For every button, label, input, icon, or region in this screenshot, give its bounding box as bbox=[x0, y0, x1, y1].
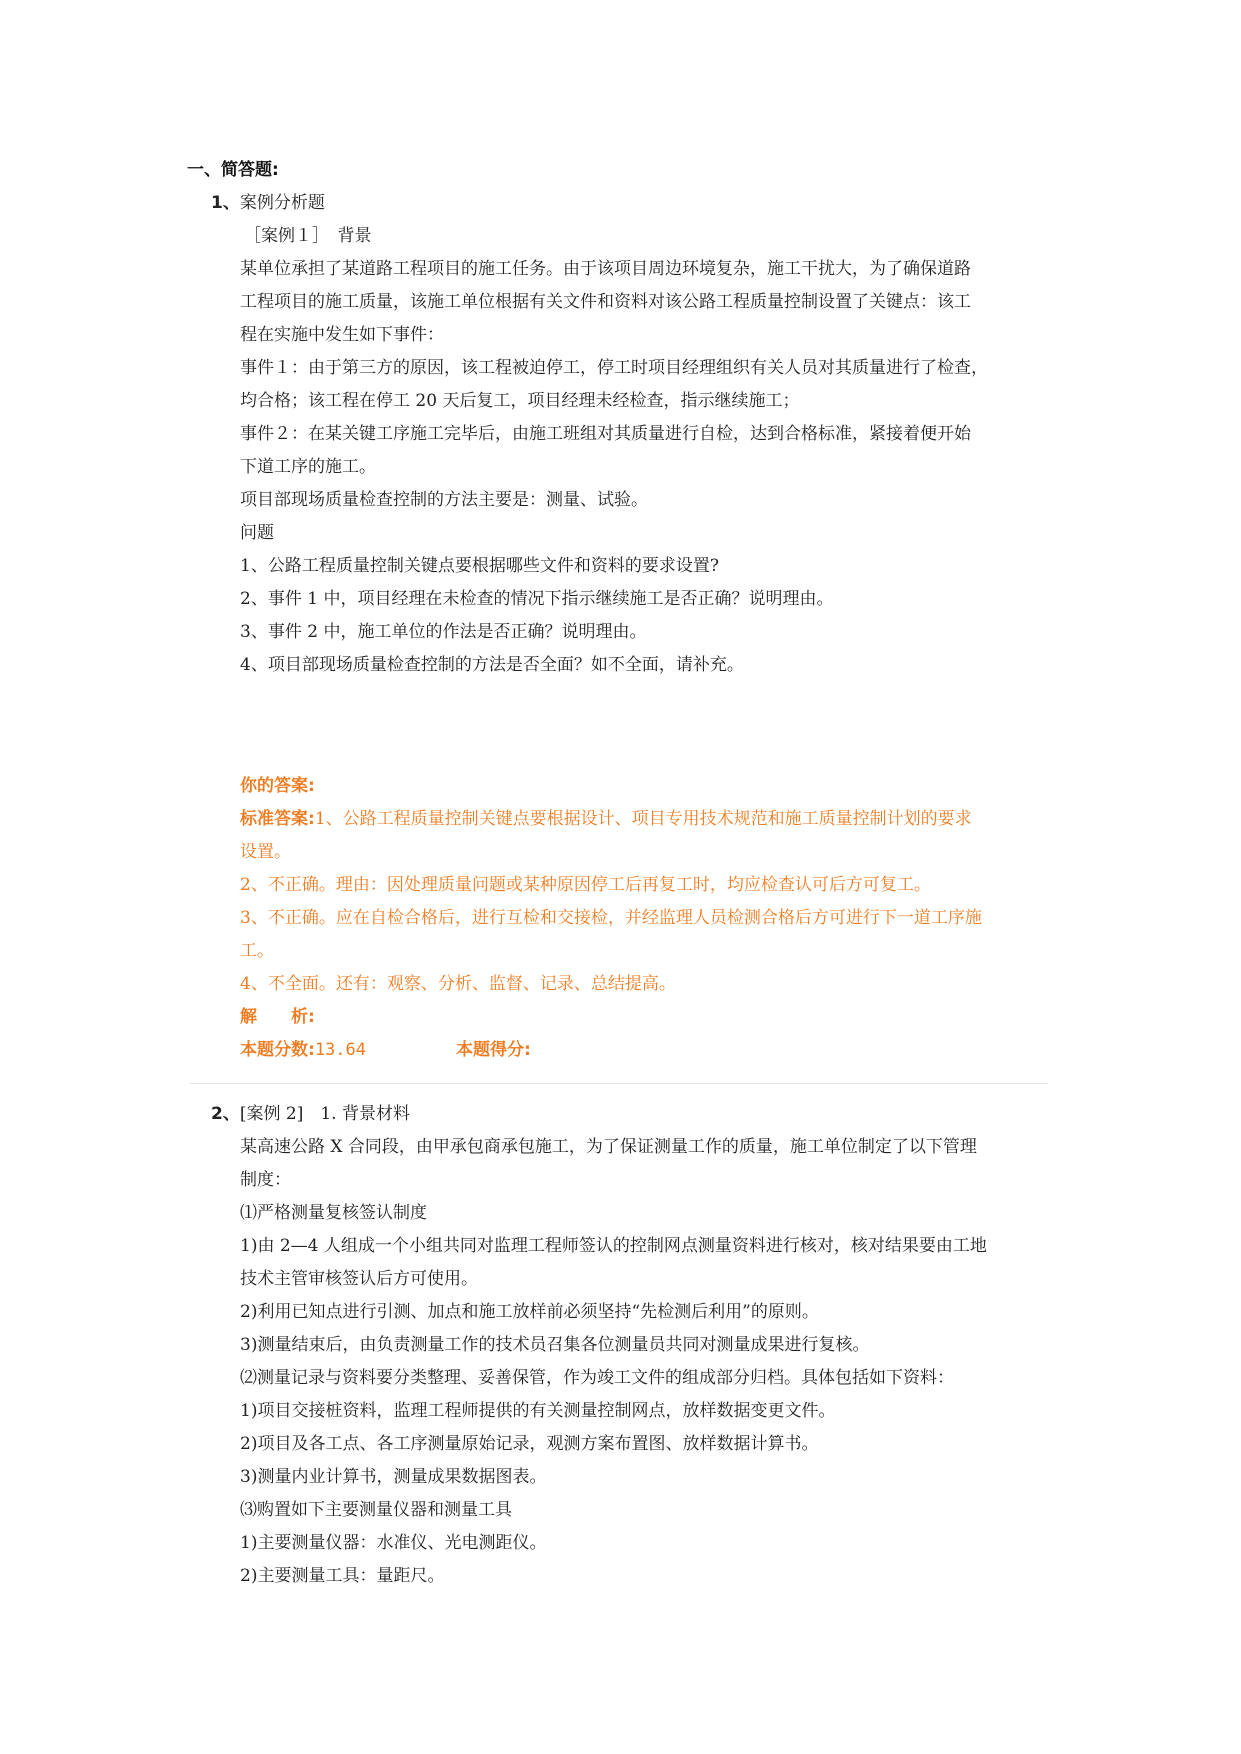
standard-answer-line: 2、不正确。理由：因处理质量问题或某种原因停工后再复工时，均应检查认可后方可复工。 bbox=[240, 875, 931, 895]
question-item: 2、事件 1 中，项目经理在未检查的情况下指示继续施工是否正确？说明理由。 bbox=[240, 589, 834, 609]
paragraph-line: 某单位承担了某道路工程项目的施工任务。由于该项目周边环境复杂，施工干扰大，为了确保道路 bbox=[240, 259, 971, 279]
section-title: 一、简答题: bbox=[187, 160, 279, 180]
question-1-heading bbox=[211, 187, 325, 220]
question-item: 4、项目部现场质量检查控制的方法是否全面？如不全面，请补充。 bbox=[240, 655, 744, 675]
paragraph-line: 项目部现场质量检查控制的方法主要是：测量、试验。 bbox=[240, 490, 648, 510]
paragraph-line: 2)项目及各工点、各工序测量原始记录，观测方案布置图、放样数据计算书。 bbox=[240, 1434, 819, 1454]
questions-heading: 问题 bbox=[240, 523, 274, 543]
paragraph-line: 技术主管审核签认后方可使用。 bbox=[240, 1269, 478, 1289]
paragraph-line: ⑴严格测量复核签认制度 bbox=[240, 1203, 427, 1223]
question-divider bbox=[190, 1083, 1048, 1084]
paragraph-line: 3)测量内业计算书，测量成果数据图表。 bbox=[240, 1467, 547, 1487]
question-2-number: 2、 bbox=[211, 1104, 240, 1124]
paragraph-line: ⑶购置如下主要测量仪器和测量工具 bbox=[240, 1500, 512, 1520]
paragraph-line: 事件１：由于第三方的原因，该工程被迫停工，停工时项目经理组织有关人员对其质量进行了检查， bbox=[240, 358, 988, 378]
paragraph-line: 下道工序的施工。 bbox=[240, 457, 376, 477]
paragraph-line: 1)项目交接桩资料，监理工程师提供的有关测量控制网点，放样数据变更文件。 bbox=[240, 1401, 836, 1421]
analysis-label: 解 析: bbox=[240, 1007, 315, 1027]
question-1-title: 案例分析题 bbox=[239, 193, 325, 213]
score-label: 本题分数: bbox=[240, 1040, 315, 1060]
question-2-title: [案例 2] 1. 背景材料 bbox=[239, 1104, 410, 1124]
question-2-body bbox=[240, 1131, 1060, 1593]
standard-answer-line: 设置。 bbox=[240, 842, 291, 862]
standard-answer-label: 标准答案: bbox=[240, 809, 315, 829]
paragraph-line: 均合格；该工程在停工 20 天后复工，项目经理未经检查，指示继续施工； bbox=[240, 391, 800, 411]
question-item: 3、事件 2 中，施工单位的作法是否正确？说明理由。 bbox=[240, 622, 647, 642]
paragraph-line: 2)利用已知点进行引测、加点和施工放样前必须坚持“先检测后利用”的原则。 bbox=[240, 1302, 819, 1322]
paragraph-line: ⑵测量记录与资料要分类整理、妥善保管，作为竣工文件的组成部分归档。具体包括如下资料： bbox=[240, 1368, 954, 1388]
score-row bbox=[240, 1034, 1060, 1067]
paragraph-line: 2)主要测量工具：量距尺。 bbox=[240, 1566, 445, 1586]
paragraph-line: 3)测量结束后，由负责测量工作的技术员召集各位测量员共同对测量成果进行复核。 bbox=[240, 1335, 870, 1355]
got-score-label: 本题得分: bbox=[456, 1040, 531, 1060]
paragraph-line: 1)主要测量仪器：水准仪、光电测距仪。 bbox=[240, 1533, 547, 1553]
paragraph-line: 事件２：在某关键工序施工完毕后，由施工班组对其质量进行自检，达到合格标准，紧接着便开始 bbox=[240, 424, 971, 444]
case-1-heading: ［案例１］ 背景 bbox=[244, 226, 372, 246]
paragraph-line: 1)由 2—4 人组成一个小组共同对监理工程师签认的控制网点测量资料进行核对，核对结果要由工地 bbox=[240, 1236, 987, 1256]
paragraph-line: 制度： bbox=[240, 1170, 291, 1190]
standard-answer-line-1 bbox=[240, 803, 1060, 836]
score-value: 13.64 bbox=[314, 1040, 366, 1060]
paragraph-line: 工程项目的施工质量，该施工单位根据有关文件和资料对该公路工程质量控制设置了关键点：该工 bbox=[240, 292, 971, 312]
standard-answer-line: 3、不正确。应在自检合格后，进行互检和交接检，并经监理人员检测合格后方可进行下一道工序施 bbox=[240, 908, 982, 928]
your-answer-label: 你的答案: bbox=[240, 776, 315, 796]
question-1-body bbox=[240, 220, 1060, 682]
standard-answer-line: 工。 bbox=[240, 941, 274, 961]
question-1-number: 1、 bbox=[211, 193, 240, 213]
paragraph-line: 程在实施中发生如下事件： bbox=[240, 325, 444, 345]
paragraph-line: 某高速公路 X 合同段，由甲承包商承包施工，为了保证测量工作的质量，施工单位制定了以下管理 bbox=[240, 1137, 977, 1157]
standard-answer-text: 1、公路工程质量控制关键点要根据设计、项目专用技术规范和施工质量控制计划的要求 bbox=[314, 809, 972, 829]
standard-answer-line: 4、不全面。还有：观察、分析、监督、记录、总结提高。 bbox=[240, 974, 676, 994]
answer-section bbox=[240, 770, 1060, 1067]
question-item: 1、公路工程质量控制关键点要根据哪些文件和资料的要求设置? bbox=[240, 556, 719, 576]
question-2-heading bbox=[211, 1098, 410, 1131]
